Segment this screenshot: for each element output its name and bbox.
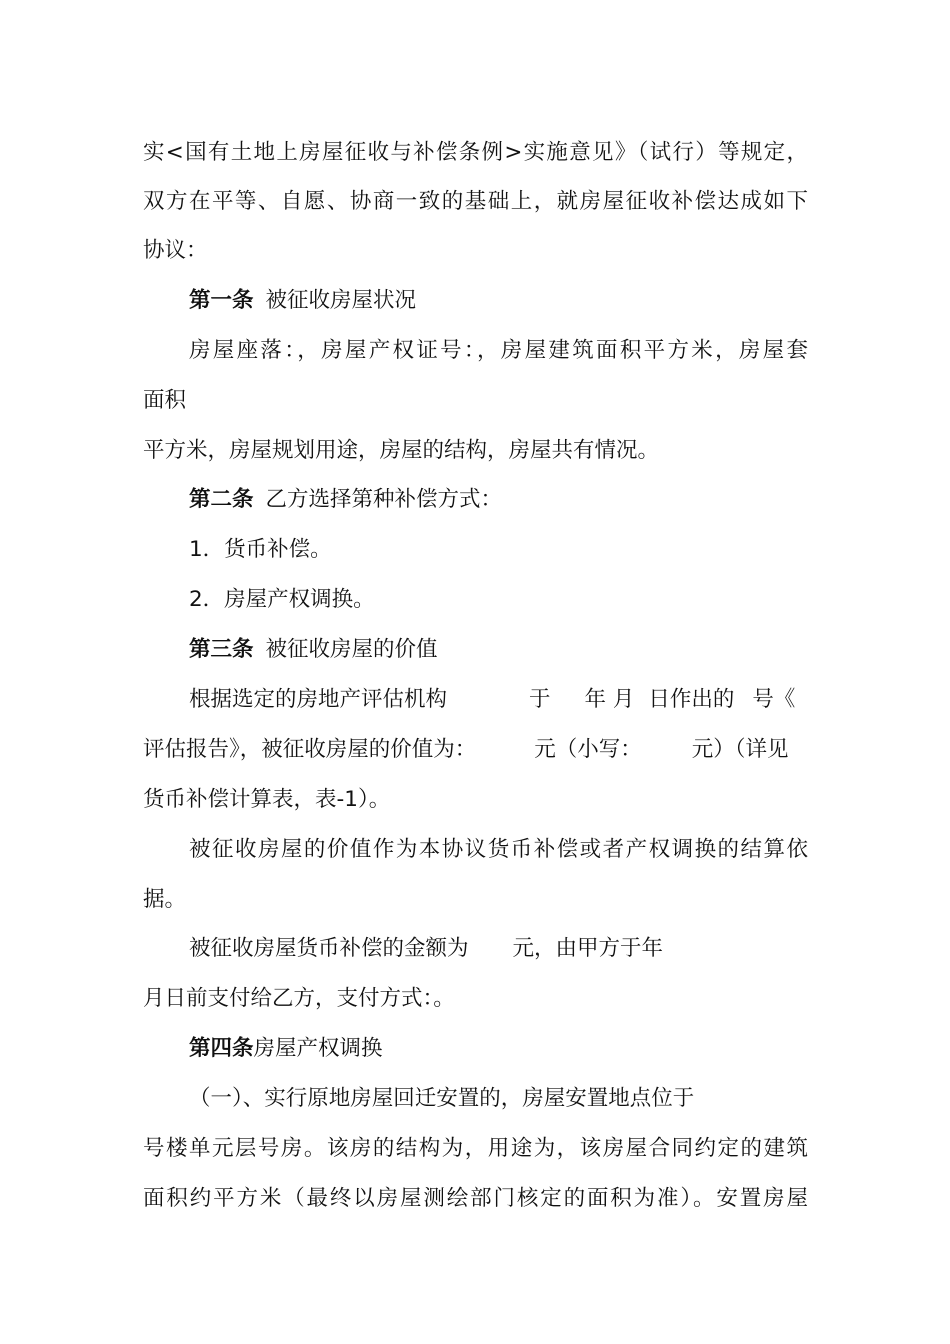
article-4-heading: 房屋产权调换 bbox=[253, 1036, 383, 1061]
article-1-line bbox=[189, 286, 808, 316]
paragraph-line: 号楼单元层号房。该房的结构为，用途为，该房屋合同约定的建筑 bbox=[143, 1136, 808, 1161]
article-2-title: 第二条 bbox=[189, 487, 254, 512]
paragraph-line bbox=[143, 735, 808, 765]
text-run: 年 月 bbox=[584, 687, 635, 712]
article-1-heading: 被征收房屋状况 bbox=[265, 288, 417, 313]
paragraph-line: 平方米，房屋规划用途，房屋的结构，房屋共有情况。 bbox=[143, 438, 660, 463]
paragraph-line: 实<国有土地上房屋征收与补偿条例>实施意见》（试行）等规定， bbox=[143, 140, 808, 165]
paragraph-line: 据。 bbox=[143, 887, 187, 912]
list-item: 2．房屋产权调换。 bbox=[189, 587, 375, 612]
paragraph-line: 面积约平方米（最终以房屋测绘部门核定的面积为准）。安置房屋 bbox=[143, 1186, 808, 1211]
article-3-line bbox=[189, 635, 808, 665]
paragraph-line: 货币补偿计算表，表-1）。 bbox=[143, 787, 391, 812]
paragraph-line: 双方在平等、自愿、协商一致的基础上，就房屋征收补偿达成如下 bbox=[143, 189, 808, 214]
paragraph-line bbox=[189, 685, 808, 715]
article-2-heading: 乙方选择第种补偿方式： bbox=[265, 487, 503, 512]
list-item: 1．货币补偿。 bbox=[189, 537, 332, 562]
paragraph-line bbox=[189, 934, 808, 964]
article-4-line bbox=[189, 1034, 808, 1064]
text-run: 元（小写： bbox=[534, 737, 642, 762]
paragraph-line: 被征收房屋的价值作为本协议货币补偿或者产权调换的结算依 bbox=[189, 837, 808, 862]
text-run: 号《 bbox=[752, 687, 796, 712]
paragraph-line: 协议： bbox=[143, 238, 208, 263]
text-run: 评估报告》，被征收房屋的价值为： bbox=[143, 737, 477, 762]
text-run: 于 bbox=[529, 687, 551, 712]
article-3-heading: 被征收房屋的价值 bbox=[265, 637, 438, 662]
text-run: 元）（详见 bbox=[691, 737, 789, 762]
paragraph-line: 月日前支付给乙方，支付方式：。 bbox=[143, 986, 455, 1011]
text-run: 被征收房屋货币补偿的金额为 bbox=[189, 936, 469, 961]
article-3-title: 第三条 bbox=[189, 637, 254, 662]
article-1-title: 第一条 bbox=[189, 288, 254, 313]
text-run: 日作出的 bbox=[648, 687, 735, 712]
paragraph-line: 房屋座落：，房屋产权证号：，房屋建筑面积平方米，房屋套 bbox=[189, 338, 808, 363]
text-run: 元，由甲方于年 bbox=[512, 936, 664, 961]
article-2-line bbox=[189, 485, 808, 515]
paragraph-line: （一）、实行原地房屋回迁安置的，房屋安置地点位于 bbox=[189, 1086, 695, 1111]
paragraph-line: 面积 bbox=[143, 388, 187, 413]
article-4-title: 第四条 bbox=[189, 1036, 254, 1061]
text-run: 根据选定的房地产评估机构 bbox=[189, 687, 448, 712]
